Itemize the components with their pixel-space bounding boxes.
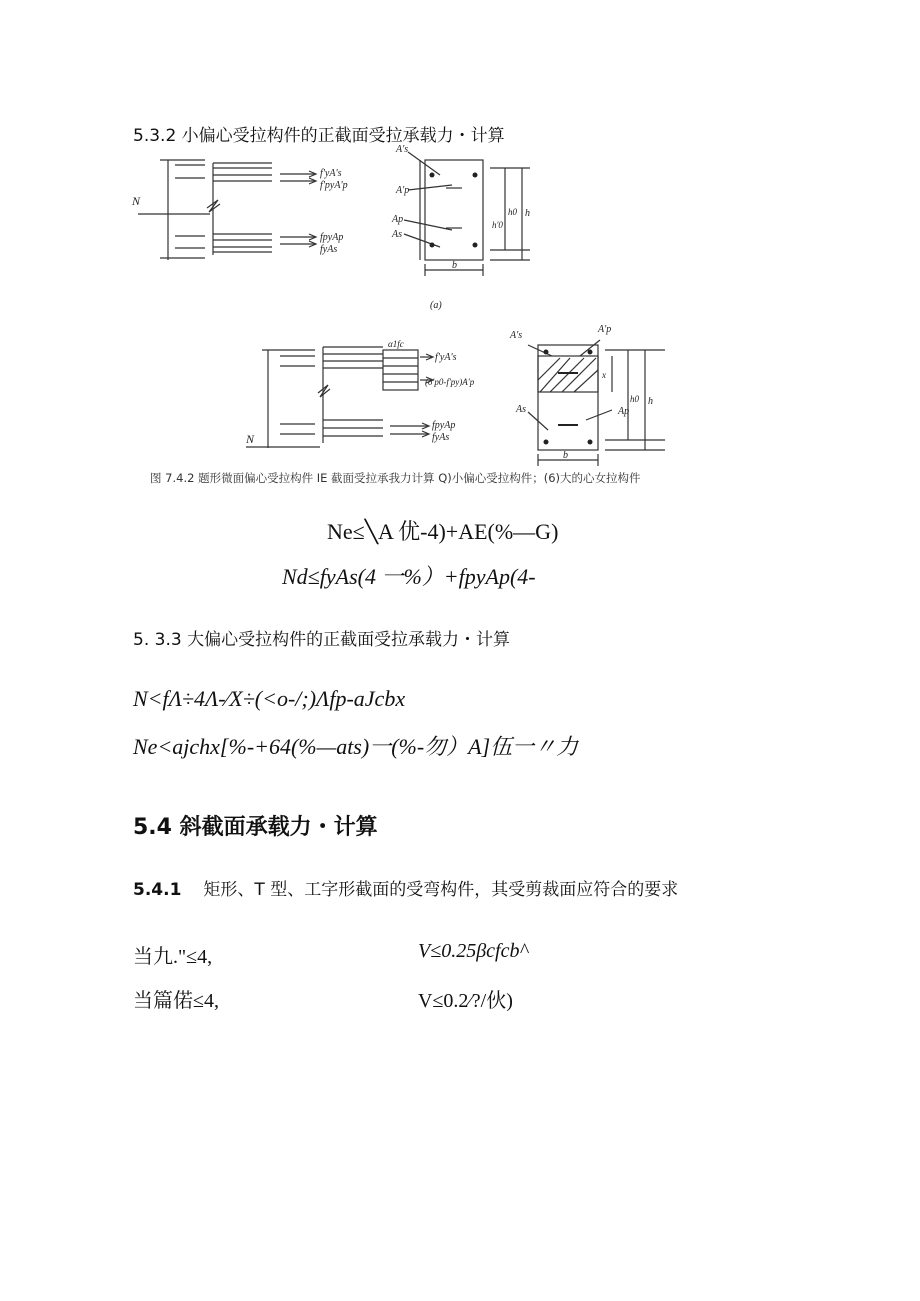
equation-3: N<fΛ÷4Λ-⁄X÷(<o-/;)Λfp-aJcbx — [133, 686, 406, 711]
label-As-bot-a: As — [392, 229, 402, 240]
label-h0-b: h0 — [630, 394, 639, 404]
label-Ap-bot-b: Ap — [618, 406, 630, 417]
section-5-4-1-text: 矩形、T 型、工字形截面的受弯构件，其受剪裁面应符合的要求 — [203, 880, 679, 900]
label-alpha-b: α1fc — [388, 339, 404, 349]
section-5-4-1-number: 5.4.1 — [133, 880, 182, 900]
section-5-4-heading: 5.4 斜截面承载力・计算 — [133, 815, 378, 840]
label-fyAs-a: f'yA's — [320, 168, 342, 179]
label-Ap-top-b: A'p — [598, 324, 612, 335]
condition-2-right: V≤0.2⁄?/伙) — [418, 990, 513, 1012]
condition-2-left: 当篇偌≤4, — [133, 990, 219, 1012]
label-b-a: b — [452, 260, 457, 271]
section-5-4-1-heading — [133, 875, 678, 900]
section-5-3-2-heading: 5.3.2 小偏心受拉构件的正截面受拉承载力・计算 — [133, 126, 505, 146]
fig-b-section — [528, 340, 665, 466]
label-fyAs2-a: fyAs — [320, 244, 338, 255]
fig-b-member — [246, 347, 433, 448]
condition-1-left: 当九."≤4, — [133, 946, 213, 968]
label-Ap-top-a: A'p — [396, 185, 410, 196]
label-As-bot-b: As — [516, 404, 526, 415]
label-As-top-b: A's — [510, 330, 523, 341]
label-As-top-a: A's — [396, 144, 409, 155]
equation-4: Ne<ajchx[%-+64(%—ats)一(%-勿）A]伍一〃力 — [133, 734, 579, 759]
label-fpyAp-a: f'pyA'p — [320, 180, 348, 191]
figure-caption: 图 7.4.2 题形微面偏心受拉构件 IE 截面受拉承我力计算 Q)小偏心受拉构件；(6)大的心女拉构件 — [150, 471, 641, 485]
label-tag-a: (a) — [430, 300, 442, 311]
label-x-b: x — [602, 370, 606, 380]
label-fpyAp2-a: fpyAp — [320, 232, 344, 243]
condition-1-right: V≤0.25βcfcb^ — [418, 940, 528, 962]
label-b-b: b — [563, 450, 568, 461]
label-N-b: N — [246, 432, 255, 446]
label-fyAs-b2: fyAs — [432, 432, 450, 443]
section-5-3-3-heading: 5. 3.3 大偏心受拉构件的正截面受拉承载力・计算 — [133, 630, 511, 650]
label-Ap-bot-a: Ap — [392, 214, 404, 225]
label-h0-a: h0 — [508, 207, 517, 217]
label-h-a: h — [525, 208, 530, 219]
label-sigma-b: (σ'p0-f'py)A'p — [425, 377, 475, 387]
equation-2: Nd≤fyAs(4 一%）+fpyAp(4- — [282, 564, 536, 589]
equation-1: Ne≤╲A 优-4)+AE(%—G) — [327, 519, 559, 544]
label-fyAs-b: f'yA's — [435, 352, 457, 363]
label-h-b: h — [648, 396, 653, 407]
label-fpyAp-b: fpyAp — [432, 420, 456, 431]
fig-a-member — [138, 160, 316, 260]
label-N-a: N — [132, 194, 141, 208]
label-h0p-a: h'0 — [492, 220, 503, 230]
